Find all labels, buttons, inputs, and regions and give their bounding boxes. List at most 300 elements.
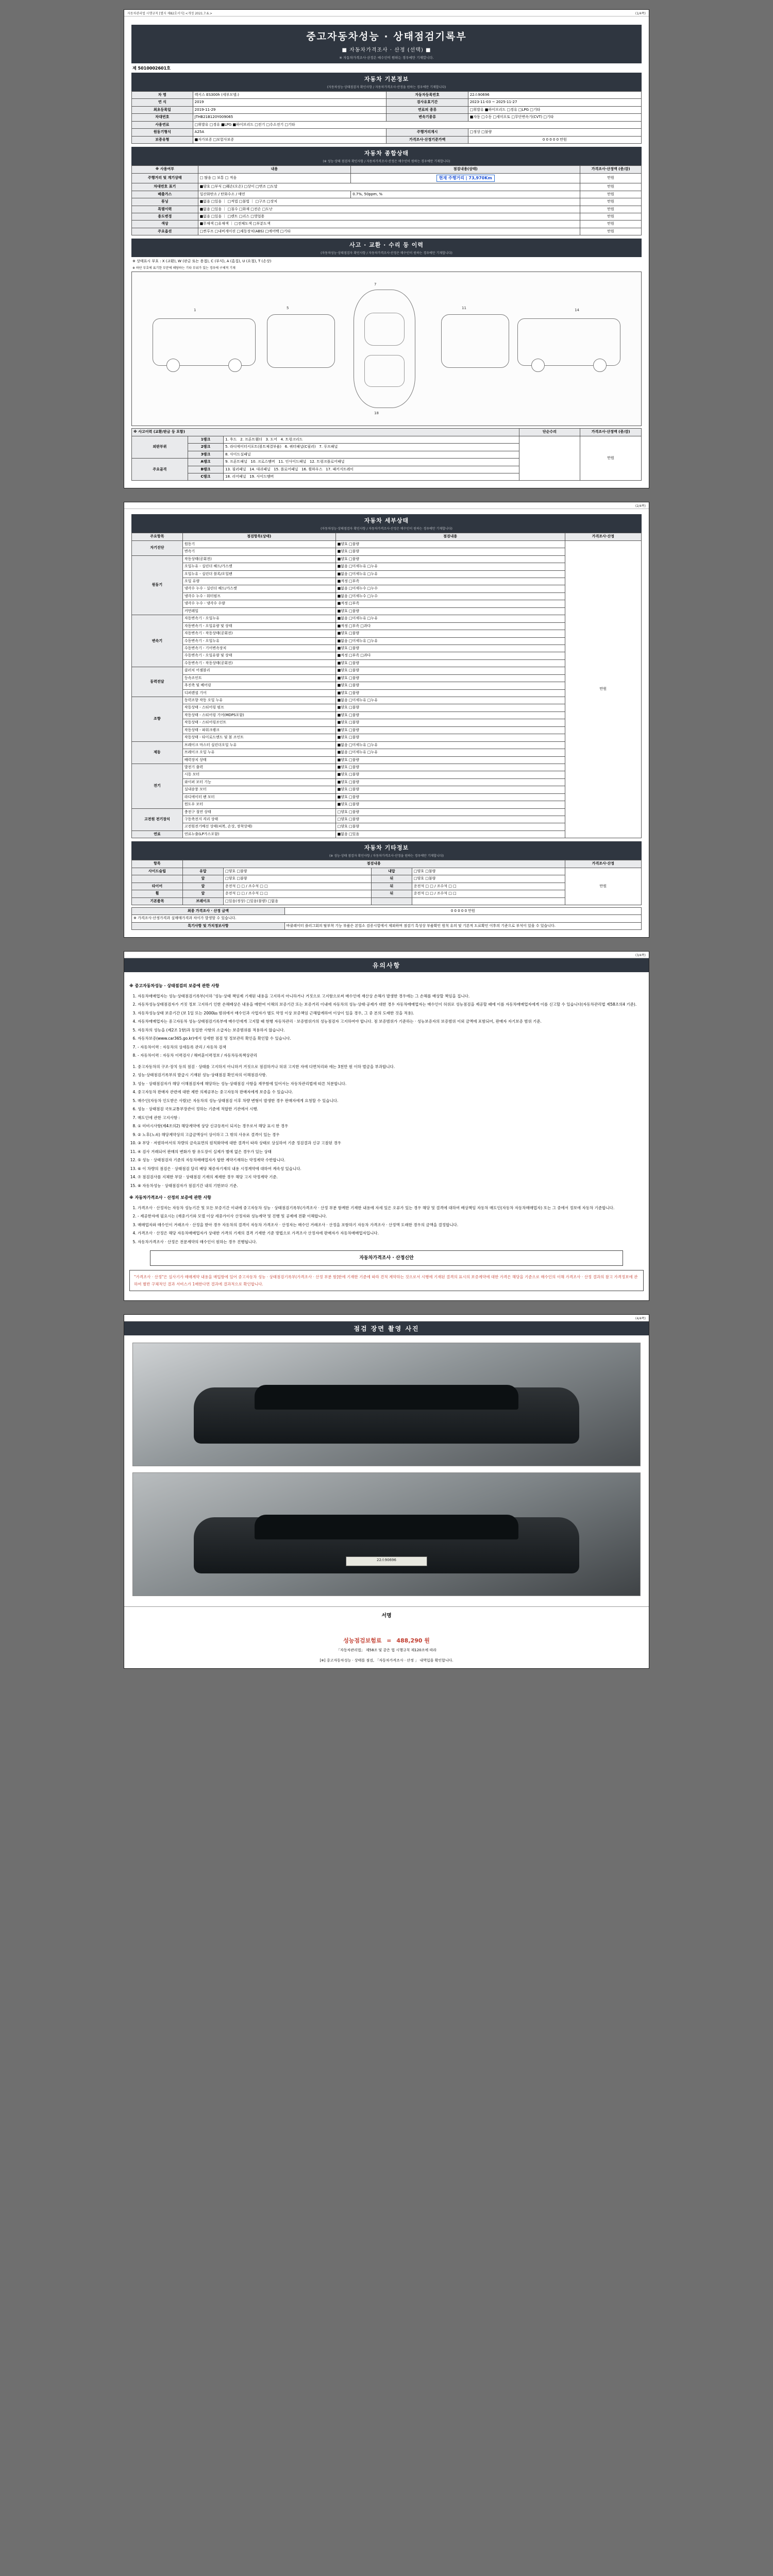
detail-item-name: 동력조향 작동 오일 누유 [182, 697, 335, 704]
vehicle-damage-diagram[interactable]: 1 5 7 11 14 18 [131, 272, 642, 426]
page-code-3: (3/4쪽) [635, 954, 646, 958]
overall-detail-0: □ 많음 □ 보통 □ 적음 [198, 173, 351, 183]
table-row [132, 922, 642, 929]
signature-pad[interactable] [124, 1620, 649, 1633]
basic-value-2: 2019-11-29 [193, 106, 386, 113]
detail-item-name: 실내송풍 모터 [182, 786, 335, 793]
table-row [132, 183, 642, 191]
basic-value-4: □휘발유 □경유 ■LPG ■하이브리드 □전기 □수소전기 □기타 [193, 121, 641, 128]
detail-item-state[interactable]: ■없음 □미세누수 □누수 [335, 592, 565, 600]
detail-item-name: 작동상태 - 파워크랭크 [182, 726, 335, 734]
detail-group-label: 조향 [132, 697, 183, 742]
detail-item-state[interactable]: ■양호 □불량 [335, 630, 565, 637]
top-view [354, 290, 415, 408]
table-row [132, 99, 642, 106]
etc-item-1: 앞 [182, 883, 223, 890]
detail-item-state[interactable]: ■없음 □미세누유 □누유 [335, 570, 565, 578]
sheet-3 [124, 951, 649, 1301]
detail-item-state[interactable]: ■양호 □불량 [335, 801, 565, 808]
basic-value2-1: 2023-11-03 ~ 2025-11-27 [468, 99, 641, 106]
table-row [132, 92, 642, 99]
notice-item: 14. ⑦ 점검검사를 지체한 부담 · 상태점검 기재의 제재한 경우 해당 고지 약정계약 기준. [138, 1174, 644, 1181]
detail-item-state[interactable]: □양호 □불량 [335, 808, 565, 816]
detail-item-name: 커먼레일 [182, 607, 335, 615]
overall-price-1: 만원 [580, 183, 642, 191]
detail-item-state[interactable]: ■양호 □불량 [335, 786, 565, 793]
detail-item-state[interactable]: ■양호 □불량 [335, 734, 565, 741]
sheet-4-topbar [124, 1315, 649, 1321]
accident-detail-table [131, 428, 642, 481]
detail-group-label: 동력전달 [132, 667, 183, 697]
basic-label2-0: 자동차등록번호 [386, 92, 468, 99]
notice-item: 5. 매수인(자동차 인도받은 사람)은 자동차의 성능·상태점검 이후 차량 변형이 발생한 경우 판매자에게 요청할 수 있습니다. [138, 1097, 644, 1105]
overall-price-2: 만원 [580, 191, 642, 198]
notice-item: 5. 자동차의 성능을 (제2조 1항)과 동일한 사항의 소급자는 보증범위를 적용하지 않습니다. [138, 1027, 644, 1034]
overall-detail-7: □썬루프 □내비게이션 □제동장치(ABS) □에어백 □기타 [198, 228, 580, 235]
etc-row-label [132, 875, 183, 883]
detail-col-1: 점검항목(상태) [182, 533, 335, 540]
notice-item: 2. - 제공한자에 필요시는 (재중기기와 모델 이상 세중가이사 산정자와 성능계약 및 진행 및 공제에 전환 이해합니다. [138, 1213, 644, 1220]
side-view-left [153, 318, 256, 366]
etc-value-1[interactable]: 운전석 □ □ / 조수석 □ □ [224, 883, 372, 890]
detail-item-state[interactable]: ■없음 □미세누유 □누유 [335, 697, 565, 704]
basic-value-5: A25A [193, 129, 386, 136]
document-title-note: ※ 자동차가격조사·산정은 매수인이 원하는 경우에만 기재합니다. [339, 56, 434, 60]
overall-col-2: 점검내용(상태) [351, 166, 580, 173]
detail-col-3: 가격조사·산정 [565, 533, 641, 540]
detail-item-state[interactable]: ■양호 □불량 [335, 771, 565, 778]
etc-table [131, 860, 642, 905]
footer-note-1: 「자동차관리법」 제58조 및 같은 법 시행규칙 제120조에 따라 [337, 1648, 436, 1653]
detail-item-name: 발전기 출력 [182, 764, 335, 771]
table-header-row [132, 860, 642, 868]
notice-item: 11. ④ 검사 거래되어 판매의 변화가 함 유도장이 실제가 별에 없은 경우가 있는 상태 [138, 1148, 644, 1156]
overall-detail-1: ■양호 □부식 □훼손(오손) □상이 □변조 □도말 [198, 183, 580, 191]
page-code-2: (2/4쪽) [635, 504, 646, 509]
frame-rank-a-items: 9. 프론트패널 10. 크로스멤버 11. 인사이드패널 12. 트렁크플로어패널 [224, 459, 519, 466]
photos-title: 점검 장면 촬영 사진 [124, 1321, 649, 1335]
detail-item-state[interactable]: ■양호 □불량 [335, 555, 565, 563]
detail-item-name: 냉각수 누수 - 냉각수 수량 [182, 600, 335, 607]
detail-item-name: 냉각수 누수 - 실린더 헤드/가스켓 [182, 585, 335, 592]
detail-item-state[interactable]: ■적정 □부족 □과다 [335, 622, 565, 630]
notice-item: 3. 성능 · 상태점검자가 해당 이해점검자에 해당하는 성능·상태점검 사항을 재무함에 있어서는 자동차관리법에 따른 처분합니다. [138, 1080, 644, 1088]
accident-history-label: ※ 사고이력 (교환/판금 등 포함) [132, 429, 519, 436]
basic-label-1: 연 식 [132, 99, 193, 106]
rear-view [441, 314, 509, 368]
notice-list-1 [129, 993, 644, 1059]
notice-item: 7. 매도인에 관한 고지사항 : [138, 1114, 644, 1122]
notice-item: 2. 성능·상태점검기록부의 발급시 기재된 성능·상태점검 확인자의 이해점검사항. [138, 1072, 644, 1079]
overall-section-note: (※ 성능·상태 점검자 확인사항 / 자동차가격조사·산정은 매수인이 원하는 경우에만 기재합니다) [131, 159, 642, 165]
table-row [132, 106, 642, 113]
accident-price-label: 가격조사·산정액 (증/감) [580, 429, 642, 436]
etc-item-2: 뒤 [371, 883, 412, 890]
basic-value2-5: □정상 □불량 [468, 129, 641, 136]
detail-group-label: 제동 [132, 741, 183, 764]
detail-item-state[interactable]: ■양호 □불량 [335, 667, 565, 674]
notice-item: 9. ② 노후(노쇠) 해당계약상의 고급금액상이 상이하고 그 밖의 사유로 결격이 있는 경우 [138, 1131, 644, 1139]
document-subtitle: ■ 자동차가격조사 · 산정 (선택) ■ [342, 47, 431, 53]
basic-section-title: 자동차 기본정보 [131, 73, 642, 84]
detail-price-value: 만원 [565, 540, 641, 838]
fee-row: 성능점검보험료 = 488,290 원 [343, 1637, 430, 1645]
table-row [132, 907, 642, 914]
outer-rank1-items: 1. 후드 2. 프론트휀더 3. 도어 4. 트렁크리드 [224, 436, 519, 443]
overall-price-0: 만원 [580, 173, 642, 183]
sheet-1-topbar [124, 10, 649, 16]
detail-item-state[interactable]: ■양호 □불량 [335, 607, 565, 615]
notice-item: 12. ⑤ 성능 · 상태점검자 기준의 자동차매매업자가 합한 계약기재하는 약정계약 수반합니다. [138, 1157, 644, 1164]
overall-col-1: 내용 [198, 166, 351, 173]
accident-price-value: 만원 [580, 436, 642, 481]
special-label: 특기사항 및 가치정보사항 [132, 922, 285, 929]
notice-item: 4. 중고자동차 판매자 관련에 대한 제반 의제공부는 중고자동차 판매자에게 보증을 수 있습니다. [138, 1089, 644, 1096]
table-row [132, 173, 642, 183]
basic-value-1: 2019 [193, 99, 386, 106]
front-view [267, 314, 335, 368]
table-row [132, 191, 642, 198]
table-row [132, 228, 642, 235]
outer-rank3-items: 8. 사이드실패널 [224, 451, 519, 458]
etc-value-1[interactable]: □있음(정상) □있음(불량) □없음 [224, 897, 372, 905]
notice-heading-2: ※ 자동차가격조사 · 산정의 보증에 관한 사항 [129, 1195, 211, 1200]
basic-value2-3: ■자동 □수동 □세미오토 □무단변속기(CVT) □기타 [468, 114, 641, 121]
etc-item-1: 앞 [182, 875, 223, 883]
etc-item-1: 유압 [182, 868, 223, 875]
overall-label-0: 주행거리 및 계기상태 [132, 173, 198, 183]
notice-item: 10. ③ 부당 · 저렴하여서의 차량의 금속표면의 원칙화약에 대한 결격이 따라 상태로 상실하여 기준 정검결과 신규 고찰된 경우 [138, 1140, 644, 1147]
detail-item-state[interactable]: ■양호 □불량 [335, 793, 565, 801]
overall-label-6: 색상 [132, 221, 198, 228]
overall-section-title: 자동차 종합상태 [131, 147, 642, 159]
basic-label2-3: 변속기종류 [386, 114, 468, 121]
simple-repair-label: 단순수리 [519, 429, 580, 436]
etc-value-1[interactable]: □양호 □불량 [224, 875, 372, 883]
odometer-value: 현재 주행거리 | 73,970Km [436, 175, 495, 182]
notice-item: 1. 자동차매매업자는 성능·상태점검기록부(이하 '성능·상태 책임제 기재된 내용을 고지하지 아니하거나 거짓으로 고지함으로써 매수인에 재산상 손해가 발생한 경우에는 그 손해를 배상할 책임을 집니다. [138, 993, 644, 1000]
accident-legend: ※ 상태표시 부호 : X (교환), W (판금 또는 용접), C (부식), A (흠집), U (요철), T (손상) [132, 259, 272, 264]
detail-item-state[interactable]: ■없음 □미세누유 □누유 [335, 637, 565, 645]
basic-label-6: 보증유형 [132, 136, 193, 143]
overall-price-6: 만원 [580, 221, 642, 228]
detail-item-name: 자동변속기 - 오일누유 [182, 615, 335, 622]
inspection-photo-rear[interactable] [132, 1472, 641, 1596]
detail-item-name: 브레이크 오일 누유 [182, 749, 335, 756]
overall-price-4: 만원 [580, 206, 642, 213]
detail-item-state[interactable]: □양호 □불량 [335, 816, 565, 823]
table-row [132, 221, 642, 228]
photo-area [124, 1335, 649, 1606]
detail-item-state[interactable]: ■양호 □불량 [335, 778, 565, 786]
etc-item-1: 브레이크 [182, 897, 223, 905]
basic-label-2: 최초등록일 [132, 106, 193, 113]
notice-list-2 [129, 1063, 644, 1190]
etc-value-1[interactable]: 운전석 □ □ / 조수석 □ □ [224, 890, 372, 897]
detail-item-name: 작동상태 - 스티어링 펌프 [182, 704, 335, 711]
sheet-2-topbar [124, 502, 649, 509]
notice-item: 7. - 자동차이력 : 자동차의 상세등록 관리 / 자동차 검색 [138, 1044, 644, 1051]
detail-item-state[interactable]: □양호 □불량 [335, 823, 565, 831]
etc-value-2[interactable]: □양호 □불량 [412, 868, 565, 875]
detail-section-title: 자동차 세부상태 [131, 514, 642, 526]
notice-heading-1: ※ 중고자동차성능 · 상태점검의 보증에 관한 사항 [129, 984, 220, 989]
table-row [132, 121, 642, 128]
document-title: 중고자동차성능 · 상태점검기록부 [306, 31, 467, 42]
detail-item-state[interactable]: ■양호 □불량 [335, 682, 565, 689]
overall-col-3: 가격조사·산정액 (증/감) [580, 166, 642, 173]
basic-info-table [131, 91, 642, 144]
main-frame-label: 주요골격 [132, 459, 188, 481]
table-row [132, 436, 642, 443]
detail-item-name: 고전원전기배선 상태(피복, 손상, 장착상태) [182, 823, 335, 831]
detail-item-name: 수동변속기 - 작동상태(공회전) [182, 659, 335, 667]
etc-value-2[interactable]: □양호 □불량 [412, 875, 565, 883]
form-reference: 자동차관리법 시행규칙 [별지 제82호서식] <개정 2021.7.6.> [127, 12, 212, 15]
license-plate: 22소90696 [346, 1556, 427, 1566]
detail-item-name: 작동상태(공회전) [182, 555, 335, 563]
detail-group-label: 원동기 [132, 555, 183, 615]
detail-item-name: 구동축전지 격리 상태 [182, 816, 335, 823]
overall-col-0: ※ 사용여부 [132, 166, 198, 173]
etc-item-2: 뒤 [371, 875, 412, 883]
table-row [132, 429, 642, 436]
overall-detail-4: ■없음 □있음 ｜ □침수 □화재 □전손 □도난 [198, 206, 580, 213]
notice-item: 3. 매매업자와 매수인이 거래조사 · 산정을 받아 경우 자동차의 결격이 자동차 가격조사 · 산정자는 매수인 거래조사 · 산정을 포함하기 자동차 가격조사 · 산정액 도래한 경우의 금액을 결정합니다. [138, 1222, 644, 1229]
detail-item-state[interactable]: ■양호 □불량 [335, 764, 565, 771]
detail-item-name: 윈도우 모터 [182, 801, 335, 808]
basic-label-4: 사용연료 [132, 121, 193, 128]
basic-section-note: (자동차성능·상태점검자 확인사항 / 자동차가격조사·산정을 원하는 경우에만 기재합니다) [131, 84, 642, 91]
notice-item: 5. 자동차가격조사 · 산정은 전문계약의 매수인이 원하는 경우 진행됩니다. [138, 1239, 644, 1246]
detail-item-state[interactable]: ■없음 □미세누수 □누수 [335, 585, 565, 592]
rank1-label: 1랭크 [188, 436, 223, 443]
detail-item-name: 라디에이터 팬 모터 [182, 793, 335, 801]
etc-item-2 [371, 897, 412, 905]
detail-item-name: 오일누유 - 실린더 헤드/가스켓 [182, 563, 335, 570]
etc-row-label: 사이드슬립 [132, 868, 183, 875]
notice-item: 1. 중고자동차의 구조·장치 등의 점검 · 상태를 고지하지 아니하거 거짓으로 점검하거나 허위 고지한 자에 다면처리와 에는 3천만 원 이하 벌금을 부과합니다. [138, 1063, 644, 1071]
rank-b-label: B랭크 [188, 466, 223, 473]
document-number: 제 5010002601호 [132, 66, 171, 71]
fee-value: 488,290 원 [396, 1637, 430, 1645]
etc-item-2: 뒤 [371, 890, 412, 897]
detail-item-name: 추진축 및 베어링 [182, 682, 335, 689]
table-header-row [132, 166, 642, 173]
etc-value-1[interactable]: □양호 □불량 [224, 868, 372, 875]
notice-title: 유의사항 [124, 958, 649, 972]
declaration-text: "가격조사 · 산정"은 실사기가 매매계약 내용을 매입함에 있어 중고자동차 성능 · 상태점검기록부(가격조사 · 산정 부분 함]한에 기재한 기준에 따라 견적 계약하는 것으로서 시행에 기재된 결격의 표시의 보증계약에 대한 가격은 해당을 기준으로 매수인의 이해 가격조사 · 산정 결과의 참고 가격정보에 관하여 별반 구체적인 결과 서비스가 1매한다면 결과에 결과적으로 확인합니다. [129, 1270, 644, 1291]
detail-item-name: 충전구 절연 상태 [182, 808, 335, 816]
detail-item-state[interactable]: ■없음 □있음 [335, 831, 565, 838]
etc-price-value: 만원 [565, 868, 641, 905]
detail-table [131, 533, 642, 838]
special-text: 바큘레이터 플러그회의 탈부착 기능 부품은 본업소 검증시험에서 제외하며 점검기 특성상 부품확인 원칙 유의 및 기본적 도료확인 이후의 기준으로 부석이 있을 수 있습니다. [284, 922, 641, 929]
detail-item-name: 작동상태 - 타이로드엔드 및 볼 조인트 [182, 734, 335, 741]
detail-item-name: 냉각수 누수 - 워터펌프 [182, 592, 335, 600]
overall-price-7: 만원 [580, 228, 642, 235]
etc-value-2[interactable] [412, 897, 565, 905]
etc-row-label: 타이어 [132, 883, 183, 890]
detail-item-name: 연료누출(LP가스포함) [182, 831, 335, 838]
detail-item-name: 와이퍼 모터 기능 [182, 778, 335, 786]
basic-label-5: 원동기형식 [132, 129, 193, 136]
notice-item: 6. 성능 · 상태점검 국토교통부장관이 정하는 기준에 적합한 기관에서 시행. [138, 1106, 644, 1113]
detail-group-label: 연료 [132, 831, 183, 838]
detail-item-name: 수동변속기 - 오일누유 [182, 637, 335, 645]
detail-item-name: 원동기 [182, 540, 335, 548]
notice-body [124, 972, 649, 1300]
total-label: 최종 가격조사 · 산정 금액 [132, 907, 285, 914]
basic-label2-6: 가격조사·산정기준가액 [386, 136, 468, 143]
table-row [132, 198, 642, 206]
table-row [132, 868, 642, 875]
overall-table [131, 165, 642, 235]
etc-col-2: 가격조사·산정 [565, 860, 641, 868]
basic-label2-5: 주행거리계시 [386, 129, 468, 136]
detail-item-state[interactable]: ■양호 □불량 [335, 659, 565, 667]
detail-item-state[interactable]: ■없음 □미세누유 □누유 [335, 741, 565, 749]
table-row [132, 129, 642, 136]
detail-item-name: 오일누유 - 실린더 블록/오일팬 [182, 570, 335, 578]
rank3-label: 3랭크 [188, 451, 223, 458]
total-price-table [131, 907, 642, 930]
notice-list-3 [129, 1205, 644, 1246]
detail-item-state[interactable]: ■양호 □불량 [335, 674, 565, 682]
detail-item-name: 시동 모터 [182, 771, 335, 778]
notice-item: 4. 가격조사 · 산정은 해당 자동차매매업자가 상대한 가격의 기재의 결격 기재한 기준 방법으로 가격조사 산정자에 판매자가 자동차매매업자입니다. [138, 1230, 644, 1237]
detail-item-state[interactable]: ■적정 □부족 [335, 600, 565, 607]
page-code-4: (4/4쪽) [635, 1317, 646, 1321]
detail-item-name: 클러치 어셈블리 [182, 667, 335, 674]
detail-group-label: 고전원 전기장치 [132, 808, 183, 831]
detail-item-state[interactable]: ■양호 □불량 [335, 719, 565, 726]
table-row [132, 136, 642, 143]
detail-item-name: 작동상태 - 스티어링조인트 [182, 719, 335, 726]
outer-panel-label: 외판부위 [132, 436, 188, 458]
overall-detail-5: ■없음 □있음 ｜ □렌트 □리스 □영업용 [198, 213, 580, 221]
detail-item-state[interactable]: ■양호 □불량 [335, 548, 565, 555]
basic-value-6: ■자가보증 □보험사보증 [193, 136, 386, 143]
footer-note-2: [※] 중고자동차성능 · 상태를 점검, 「자동차가격조사 · 산정 」 내역입을 확인합니다. [320, 1658, 453, 1663]
sheet-3-topbar [124, 952, 649, 958]
detail-item-name: 디퍼렌셜 기어 [182, 689, 335, 697]
detail-item-state[interactable]: ■적정 □부족 [335, 578, 565, 585]
detail-col-2: 점검내용 [335, 533, 565, 540]
etc-item-2: 내압 [371, 868, 412, 875]
detail-item-state[interactable]: ■양호 □불량 [335, 704, 565, 711]
table-row [132, 915, 642, 922]
total-note: ※ 가격조사·산정가격과 실매매가격과 차이가 발생할 수 있습니다. [132, 915, 642, 922]
detail-item-state[interactable]: ■없음 □미세누유 □누유 [335, 563, 565, 570]
overall-price-5: 만원 [580, 213, 642, 221]
overall-label-3: 튜닝 [132, 198, 198, 206]
notice-item: 13. ⑥ 이 차량의 점검은 · 상태점검 달리 배당 체증자기재의 내용 시정계약에 대하여 계속성 있습니다. [138, 1165, 644, 1173]
detail-item-name: 오일 유량 [182, 578, 335, 585]
table-header-row [132, 533, 642, 540]
overall-label-1: 차대번호 표기 [132, 183, 198, 191]
overall-label-5: 용도변경 [132, 213, 198, 221]
detail-item-name: 자동변속기 - 오일유량 및 상태 [182, 622, 335, 630]
basic-value-0: 렉서스 ES300h (세부모델:) [193, 92, 386, 99]
basic-value2-0: 22소90696 [468, 92, 641, 99]
detail-item-name: 자동변속기 - 작동상태(공회전) [182, 630, 335, 637]
notice-item: 6. 자동차보증(www.car365.go.kr)에서 상세한 점검 및 정보관리 확인을 확인할 수 있습니다. [138, 1035, 644, 1042]
overall-detail-3: ■없음 □있음 ｜ □적법 □불법 ｜ □구조 □장치 [198, 198, 580, 206]
detail-item-state[interactable]: ■양호 □불량 [335, 645, 565, 652]
basic-value2-2: □휘발유 ■하이브리드 □경유 □LPG □기타 [468, 106, 641, 113]
detail-section-note: (자동차성능·상태점검자 확인사항 / 자동차가격조사·산정은 매수인이 원하는 경우에만 기재합니다) [131, 526, 642, 533]
overall-detail-2: 일산화탄소 / 탄화수소 / 매연 [198, 191, 351, 198]
etc-section-note: (※ 성능·상태 점검자 확인사항 / 자동차가격조사·산정을 원하는 경우에만 기재합니다) [131, 853, 642, 860]
etc-row-label: 기본품목 [132, 897, 183, 905]
declaration-title: 자동차가격조사 · 산정신안 [150, 1250, 623, 1266]
etc-row-label: 휠 [132, 890, 183, 897]
notice-item: 2. 자동차성능상태점검자가 거짓 정보 고지하기 인한 손해배상은 내용을 매한여 이해의 보증기간 또는 보증거리 이내에 자동차의 성능·상태·공제가 대한 경우 자동차매매업자는 매수인이 허위로 성능점검을 제공할 때에 이를 자동차매매업자에게 이를 신고할 수 있습니다(자동차관리법 제58조의4 기준). [138, 1001, 644, 1008]
detail-item-state[interactable]: ■없음 □미세누유 □누유 [335, 749, 565, 756]
detail-item-state[interactable]: ■양호 □불량 [335, 756, 565, 764]
etc-value-2[interactable]: 운전석 □ □ / 조수석 □ □ [412, 890, 565, 897]
detail-item-state[interactable]: ■적정 □부족 □과다 [335, 652, 565, 659]
detail-item-name: 브레이크 마스터 실린더오일 누유 [182, 741, 335, 749]
accident-section-note: (자동차성능·상태점검자 확인사항 / 자동차가격조사·산정은 매수인이 원하는 경우에만 기재합니다) [131, 250, 642, 257]
notice-item: 8. ① 미비시사항(제4조의2) 해당계약에 상당 신규등록이 되지는 경우로서 해당 표시 한 경우 [138, 1123, 644, 1130]
detail-group-label: 전기 [132, 764, 183, 808]
overall-label-7: 주요옵션 [132, 228, 198, 235]
etc-value-2[interactable]: 운전석 □ □ / 조수석 □ □ [412, 883, 565, 890]
outer-rank2-items: 5. 라디에이터서포트(볼트체결부품) 6. 쿼터패널(C필러) 7. 루프패널 [224, 444, 519, 451]
detail-item-state[interactable]: ■양호 □불량 [335, 711, 565, 719]
notice-item: 1. 가격조사 · 산정자는 자동차 성능기간 및 모든 보증기간 이내에 중고자동차 성능 · 상태점검기록부(가격조사 · 산정 부분 함께한 기재한 내용에 자세 있은 오류가 있는 경우 해당 및 결격에 대하여 배상책임 자동차 매도인(자동차 자동차매매업자) 또는 그 중에서 정보에 자동차 기준합니다. [138, 1205, 644, 1212]
etc-section-title: 자동차 기타정보 [131, 841, 642, 853]
sheet-4 [124, 1314, 649, 1669]
basic-label-0: 차 명 [132, 92, 193, 99]
detail-item-state[interactable]: ■양호 □불량 [335, 540, 565, 548]
table-row [132, 540, 642, 548]
detail-item-name: 수동변속기 - 기어변속장치 [182, 645, 335, 652]
side-view-right [517, 318, 620, 366]
detail-item-state[interactable]: ■없음 □미세누유 □누유 [335, 615, 565, 622]
notice-item: 4. 자동차매매업자는 중고자동차 성능·상태점검기록부에 매수인에게 고지할 때 현행 자동차관리 · 보증범위가의 성능점검자 고지하여야 합니다. 점 보증범위가 기준하는 · 성능보증자의 보증범위 이외 금액에 포함되어, 판매자 자기보증 범위 기준. [138, 1018, 644, 1025]
detail-item-name: 수동변속기 - 오일유량 및 상태 [182, 652, 335, 659]
page-code-1: (1/4쪽) [635, 12, 646, 15]
notice-item: 3. 자동차성능상태 보증기간 (보 1일 또는 2000㎞ 범위에서 매수인과 사업자가 별도 약정 이상 보증책임 근해합계하여 이상이 있을 경우, 그 중 본의 도래한 것을 적용). [138, 1010, 644, 1017]
sheet-1 [124, 9, 649, 488]
table-row [132, 206, 642, 213]
detail-col-0: 주요항목 [132, 533, 183, 540]
rank2-label: 2랭크 [188, 444, 223, 451]
detail-item-name: 배력장치 상태 [182, 756, 335, 764]
accident-legend-2: ※ 하단 부호에 표기한 부분에 해당하는 기타 부위가 있는 경우에 구체적 기재 [132, 266, 236, 270]
total-value: 0 0 0 0 0 만원 [284, 907, 641, 914]
sheet-2 [124, 502, 649, 938]
overall-label-4: 특별이력 [132, 206, 198, 213]
table-row [132, 114, 642, 121]
overall-detail-6: ■무채색 □유채색 ｜ □전체도색 □부분도색 [198, 221, 580, 228]
inspection-photo-front[interactable] [132, 1343, 641, 1466]
overall-state-2: 0.7%, 50ppm, % [351, 191, 580, 198]
detail-item-state[interactable]: ■양호 □불량 [335, 689, 565, 697]
rank-c-label: C랭크 [188, 473, 223, 480]
notice-item: 8. - 자동차이력 : 자동차 이력검사 / 해버훈이력정보 / 자동차등록책상관리 [138, 1052, 644, 1059]
fee-label: 성능점검보험료 [343, 1637, 382, 1645]
detail-item-state[interactable]: ■양호 □불량 [335, 726, 565, 734]
rank-a-label: A랭크 [188, 459, 223, 466]
signature-label: 서명 [124, 1606, 649, 1620]
etc-col-0: 항목 [132, 860, 183, 868]
detail-item-name: 작동상태 - 스티어링 기어(MDPS포함) [182, 711, 335, 719]
etc-item-1: 앞 [182, 890, 223, 897]
